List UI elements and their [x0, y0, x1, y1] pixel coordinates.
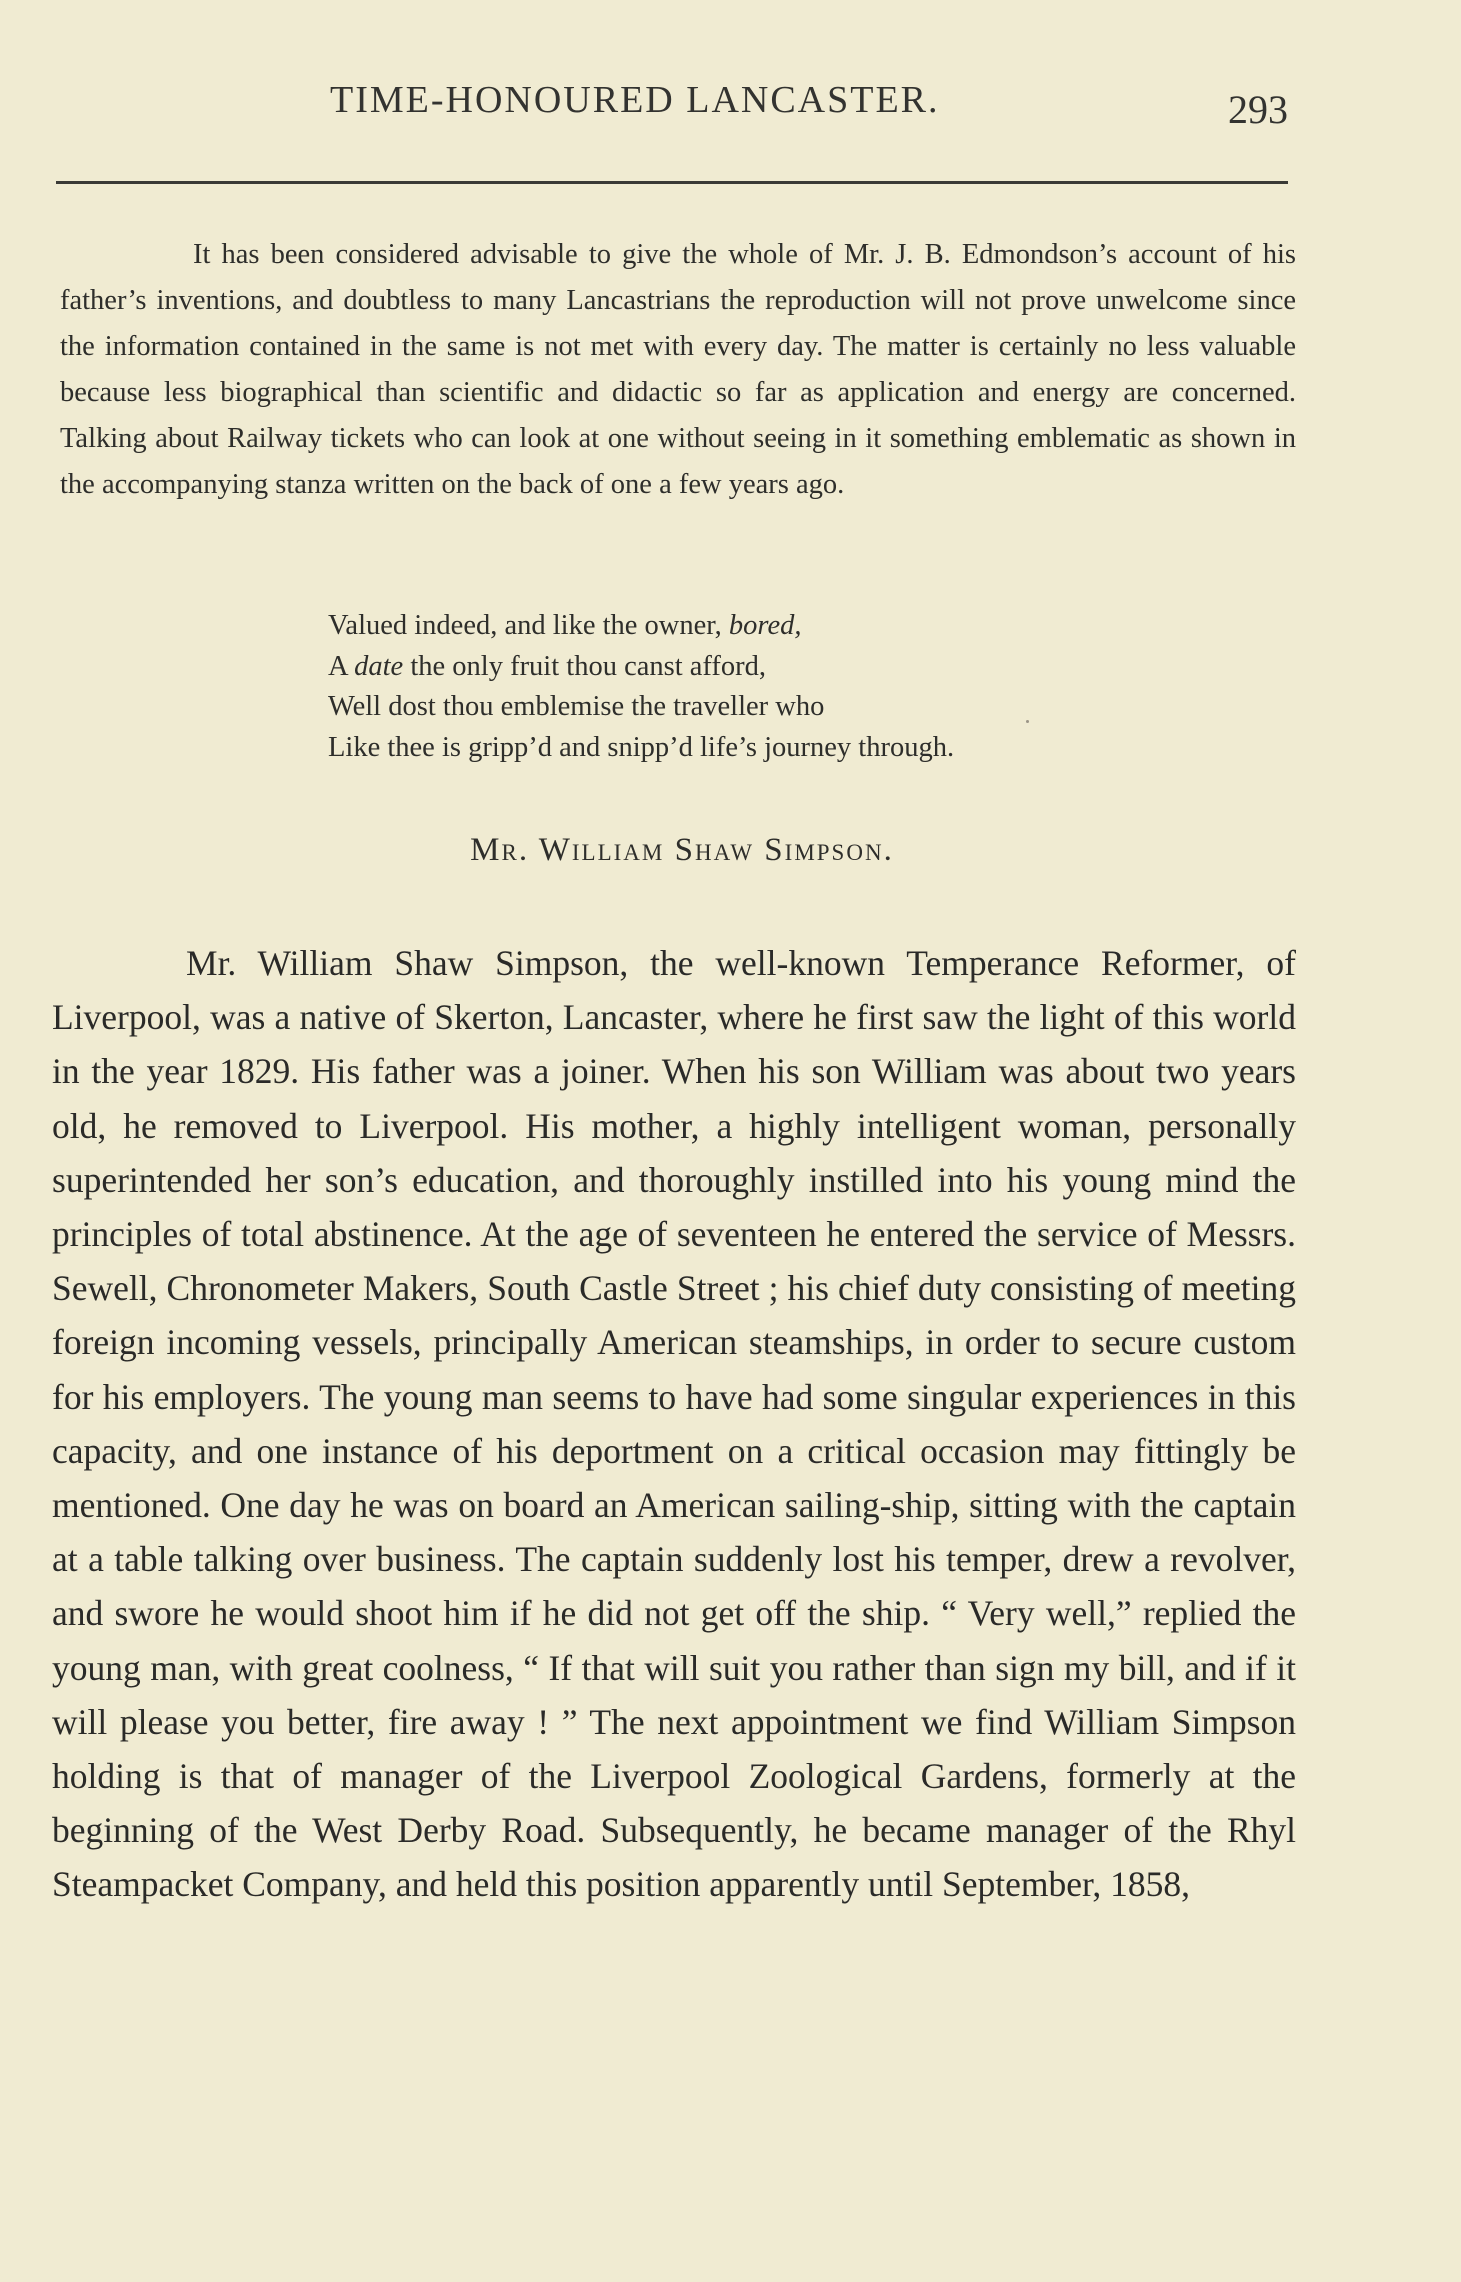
poem-line-1-italic: bored, — [728, 610, 802, 641]
body-paragraph: Mr. William Shaw Simpson, the well-known Temperance Reformer, of Liverpool, was a native of Skerton, Lancaster, where he first saw the light of this world in the year 1829. His father was a joiner. When his son William was about two years old, he removed to Liverpool. His mother, a highly intelligent woman, personally superintended her son’s education, and thoroughly instilled into his young mind the principles of total abstinence. At the age of seventeen he entered the service of Messrs. Sewell, Chronometer Makers, South Castle Street ; his chief duty consisting of meeting foreign incoming vessels, principally American steamships, in order to secure custom for his employers. The young man seems to have had some singular experiences in this capacity, and one instance of his deportment on a critical occasion may fittingly be mentioned. One day he was on board an American sailing-ship, sitting with the captain at a table talking over business. The captain suddenly lost his temper, drew a revolver, and swore he would shoot him if he did not get off the ship. “ Very well,” replied the young man, with great coolness, “ If that will suit you rather than sign my bill, and if it will please you better, fire away ! ” The next appointment we find William Simpson holding is that of manager of the Liverpool Zoological Gardens, formerly at the beginning of the West Derby Road. Subsequently, he became manager of the Rhyl Steampacket Company, and held this position apparently until September, 1858, — [52, 943, 1296, 1905]
print-speck — [1026, 720, 1029, 723]
poem-line-1 — [328, 606, 954, 647]
poem-line-2-prefix: A — [328, 650, 348, 682]
poem-line-2-italic: date — [354, 650, 404, 682]
poem-line-2 — [328, 647, 954, 688]
poem-line-4: Like thee is gripp’d and snipp’d life’s journey through. — [328, 731, 955, 763]
intro-paragraph: It has been considered advisable to give the whole of Mr. J. B. Edmondson’s account of his father’s inventions, and doubtless to many Lancastrians the reproduction will not prove unwelcome since the information contained in the same is not met with every day. The matter is certainly no less valuable because less biographical than scientific and didactic so far as application and energy are concerned. Talking about Railway tickets who can look at one without seeing in it something emblematic as shown in the accompanying stanza written on the back of one a few years ago. — [60, 239, 1296, 500]
header-rule — [56, 181, 1288, 184]
running-title: TIME-HONOURED LANCASTER. — [330, 79, 940, 121]
poem-line-3: Well dost thou emblemise the traveller who — [328, 691, 825, 722]
poem-line-2-text: the only fruit thou canst afford, — [410, 650, 766, 682]
poem-line-1-text: Valued indeed, and like the owner, — [328, 610, 722, 641]
poem-stanza — [328, 606, 954, 768]
page-number: 293 — [1228, 87, 1288, 132]
section-title: Mr. William Shaw Simpson. — [470, 832, 894, 868]
